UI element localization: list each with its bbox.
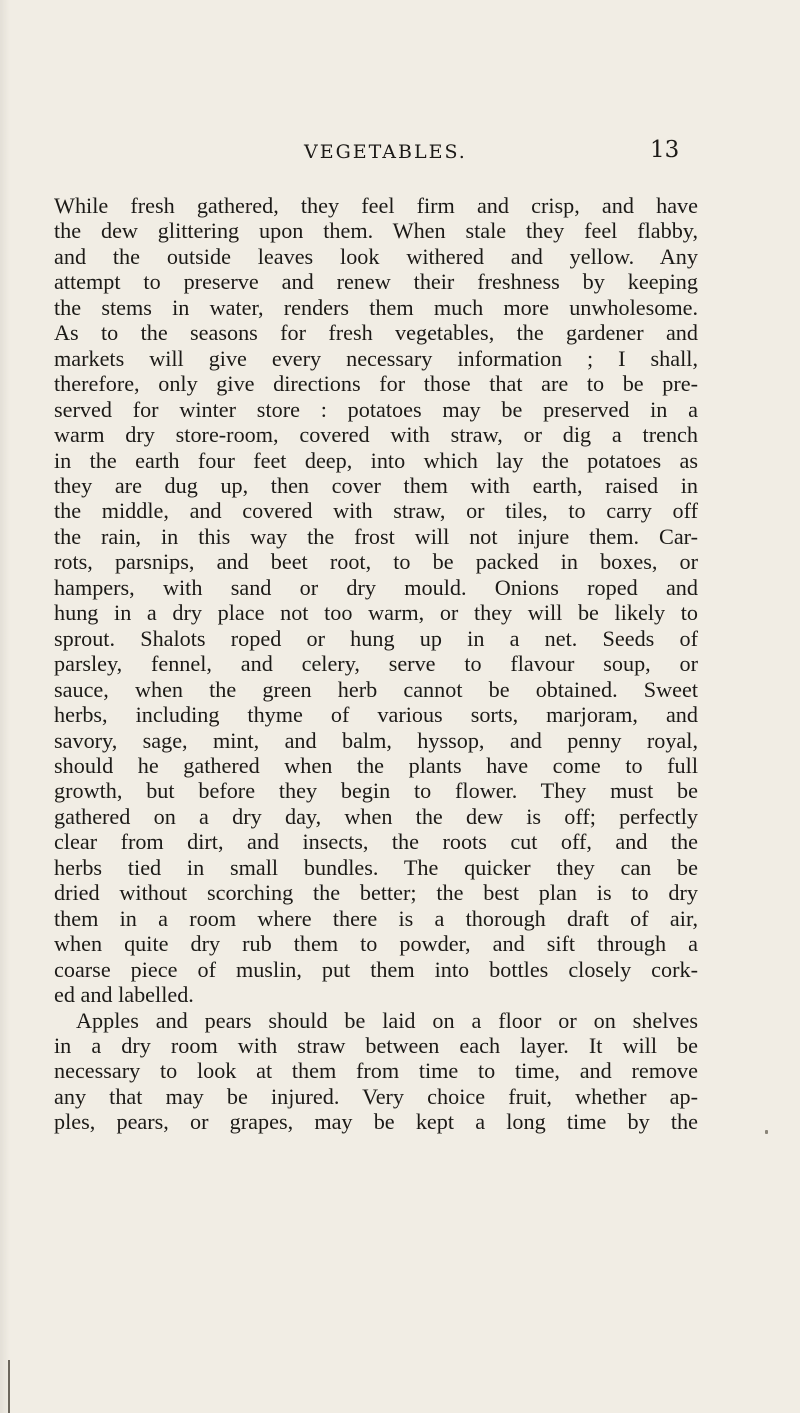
text-line: hung in a dry place not too warm, or they will be likely to [54, 600, 698, 626]
text-line: should he gathered when the plants have come to full [54, 752, 698, 778]
text-line: the middle, and covered with straw, or tiles, to carry off [54, 498, 698, 524]
text-line: necessary to look at them from time to time, and remove [54, 1058, 698, 1084]
text-line: gathered on a dry day, when the dew is off; perfectly [54, 803, 698, 829]
text-line: any that may be injured. Very choice fruit, whether ap- [54, 1083, 698, 1109]
page-number: 13 [650, 137, 680, 163]
text-line: rots, parsnips, and beet root, to be packed in boxes, or [54, 549, 698, 575]
text-line: warm dry store-room, covered with straw, or dig a trench [54, 422, 698, 448]
margin-speck [765, 1130, 768, 1134]
text-line: they are dug up, then cover them with earth, raised in [54, 472, 698, 498]
text-line: coarse piece of muslin, put them into bottles closely cork- [54, 956, 698, 982]
text-line: the rain, in this way the frost will not injure them. Car- [54, 523, 698, 549]
text-line: ed and labelled. [54, 982, 194, 1008]
binding-shadow [0, 0, 10, 1413]
text-line: markets will give every necessary information ; I shall, [54, 345, 698, 371]
text-line: parsley, fennel, and celery, serve to flavour soup, or [54, 651, 698, 677]
text-line: them in a room where there is a thorough draft of air, [54, 905, 698, 931]
page-edge-line [8, 1360, 10, 1413]
paragraph-2 [54, 1008, 698, 1135]
text-line: served for winter store : potatoes may be preserved in a [54, 396, 698, 422]
text-line: in a dry room with straw between each layer. It will be [54, 1032, 698, 1058]
running-title: VEGETABLES. [304, 141, 467, 163]
text-line: in the earth four feet deep, into which lay the potatoes as [54, 447, 698, 473]
running-head [0, 118, 800, 163]
text-line: the dew glittering upon them. When stale they feel flabby, [54, 218, 698, 244]
text-line: growth, but before they begin to flower. They must be [54, 778, 698, 804]
text-line: Apples and pears should be laid on a floor or on shelves [76, 1007, 698, 1033]
text-line: hampers, with sand or dry mould. Onions roped and [54, 574, 698, 600]
text-line: when quite dry rub them to powder, and sift through a [54, 931, 698, 957]
paragraph-1 [54, 193, 698, 1008]
body-text [54, 193, 698, 1135]
text-line: therefore, only give directions for those that are to be pre- [54, 371, 698, 397]
text-line: herbs tied in small bundles. The quicker they can be [54, 854, 698, 880]
text-line: As to the seasons for fresh vegetables, the gardener and [54, 320, 698, 346]
text-line: sauce, when the green herb cannot be obtained. Sweet [54, 676, 698, 702]
text-line: savory, sage, mint, and balm, hyssop, and penny royal, [54, 727, 698, 753]
text-line: sprout. Shalots roped or hung up in a net. Seeds of [54, 625, 698, 651]
text-line: herbs, including thyme of various sorts, marjoram, and [54, 702, 698, 728]
text-line: While fresh gathered, they feel firm and crisp, and have [54, 193, 698, 218]
text-line: dried without scorching the better; the best plan is to dry [54, 880, 698, 906]
text-line: the stems in water, renders them much more unwholesome. [54, 294, 698, 320]
text-line: attempt to preserve and renew their freshness by keeping [54, 269, 698, 295]
text-line: clear from dirt, and insects, the roots cut off, and the [54, 829, 698, 855]
text-line: and the outside leaves look withered and yellow. Any [54, 243, 698, 269]
text-line: ples, pears, or grapes, may be kept a long time by the [54, 1109, 698, 1135]
